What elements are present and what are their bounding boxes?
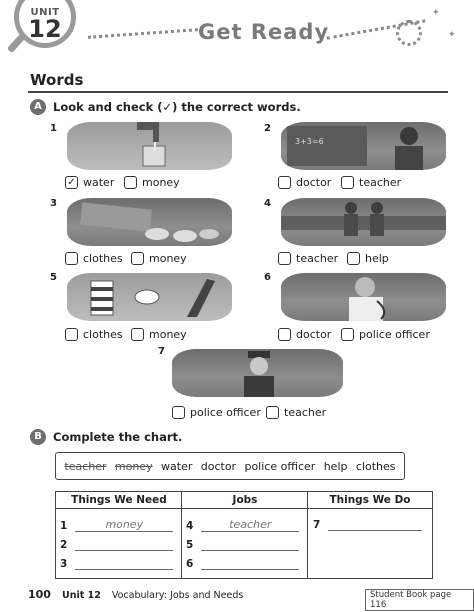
teacher-picture (281, 122, 446, 170)
chart-row (60, 518, 173, 532)
section-title: Words (30, 71, 84, 89)
answer-line[interactable] (201, 557, 299, 570)
faucet-icon (67, 122, 232, 170)
option-label: teacher (296, 252, 339, 265)
row-number: 2 (60, 539, 68, 551)
police-officer-picture (172, 349, 343, 397)
option-label: clothes (83, 328, 123, 341)
checkbox[interactable] (278, 328, 291, 341)
page-title: Get Ready (198, 20, 330, 44)
item-number: 1 (50, 123, 57, 134)
money-picture (67, 198, 232, 246)
answer-line[interactable] (75, 557, 173, 570)
activity-a-instruction: Look and check (✓) the correct words. (53, 100, 301, 114)
row-number: 1 (60, 520, 68, 532)
option-label: doctor (296, 328, 332, 341)
word-bank-word: teacher (64, 459, 107, 473)
student-book-reference: Student Book page 116 (365, 589, 474, 611)
check-option[interactable] (124, 176, 180, 189)
chart-row (60, 557, 173, 570)
column-divider (307, 492, 308, 578)
check-option[interactable] (266, 406, 326, 419)
item-number: 2 (264, 123, 271, 134)
column-header: Jobs (182, 492, 308, 509)
clothes-picture (67, 273, 232, 321)
sparkle-icon: ✦ (448, 30, 456, 40)
doctor-picture (281, 273, 446, 321)
check-option[interactable] (278, 176, 331, 189)
option-label: police officer (359, 328, 430, 341)
answer-line[interactable] (75, 538, 173, 551)
checkbox[interactable] (172, 406, 185, 419)
clothes-icon (67, 273, 232, 321)
unit-number: 12 (28, 15, 62, 43)
row-number: 3 (60, 558, 68, 570)
option-label: doctor (296, 176, 332, 189)
unit-badge (14, 0, 76, 48)
item-number: 5 (50, 272, 57, 283)
check-option[interactable] (65, 252, 123, 265)
answer-line[interactable]: teacher (201, 518, 299, 532)
word-bank-word: money (114, 459, 153, 473)
chart-row (186, 538, 299, 551)
footer-unit: Unit 12 (62, 590, 101, 601)
chart-row (313, 518, 422, 531)
checkbox[interactable] (278, 252, 291, 265)
option-label: money (142, 176, 180, 189)
option-label: money (149, 252, 187, 265)
check-option[interactable] (341, 328, 430, 341)
option-label: clothes (83, 252, 123, 265)
check-option[interactable] (347, 252, 389, 265)
chart-row (60, 538, 173, 551)
checkbox[interactable] (65, 328, 78, 341)
check-option[interactable] (278, 328, 331, 341)
item-number: 7 (158, 346, 165, 357)
item-number: 4 (264, 198, 271, 209)
option-label: police officer (190, 406, 261, 419)
item-number: 6 (264, 272, 271, 283)
answer-line[interactable] (328, 518, 422, 531)
option-label: teacher (359, 176, 402, 189)
row-number: 7 (313, 519, 321, 531)
children-walking-icon (281, 198, 446, 246)
check-option[interactable] (172, 406, 261, 419)
check-option[interactable] (65, 176, 114, 189)
word-bank-word: police officer (244, 459, 316, 473)
checkbox[interactable] (266, 406, 279, 419)
page-number: 100 (28, 588, 51, 601)
row-number: 5 (186, 539, 194, 551)
check-option[interactable] (341, 176, 401, 189)
doctor-icon (281, 273, 446, 321)
row-number: 6 (186, 558, 194, 570)
children-picture (281, 198, 446, 246)
unit-label: UNIT (30, 7, 60, 18)
word-bank-word: water (161, 459, 193, 473)
police-officer-icon (172, 349, 343, 397)
checkbox[interactable] (347, 252, 360, 265)
activity-a-badge: A (30, 99, 46, 115)
dotted-swirl-decoration (396, 20, 422, 46)
option-label: water (83, 176, 115, 189)
checkbox[interactable] (278, 176, 291, 189)
check-option[interactable] (65, 328, 123, 341)
checkbox-checked[interactable]: ✓ (65, 176, 78, 189)
item-number: 3 (50, 198, 57, 209)
checkbox[interactable] (341, 328, 354, 341)
chart-row (186, 518, 299, 532)
answer-line[interactable]: money (75, 518, 173, 532)
teacher-at-board-icon (281, 122, 446, 170)
column-divider (181, 492, 182, 578)
checkbox[interactable] (131, 252, 144, 265)
check-option[interactable] (131, 328, 187, 341)
option-label: teacher (284, 406, 327, 419)
word-bank (55, 452, 405, 480)
page-header (0, 0, 474, 62)
activity-b-instruction: Complete the chart. (53, 430, 183, 444)
dotted-line-decoration (88, 28, 198, 39)
option-label: money (149, 328, 187, 341)
footer-topic: Vocabulary: Jobs and Needs (111, 590, 244, 601)
chart-row (186, 557, 299, 570)
sparkle-icon: ✦ (432, 8, 440, 18)
answer-line[interactable] (201, 538, 299, 551)
water-faucet-picture (67, 122, 232, 170)
option-label: help (365, 252, 389, 265)
check-option[interactable] (131, 252, 187, 265)
checkbox[interactable] (131, 328, 144, 341)
checkbox[interactable] (65, 252, 78, 265)
check-option[interactable] (278, 252, 338, 265)
section-divider (28, 91, 448, 93)
word-bank-word: doctor (200, 459, 237, 473)
word-bank-word: help (323, 459, 348, 473)
activity-b-badge: B (30, 429, 46, 445)
column-header: Things We Need (56, 492, 182, 509)
complete-chart-table (55, 491, 433, 579)
column-header: Things We Do (308, 492, 432, 509)
word-bank-word: clothes (355, 459, 396, 473)
checkbox[interactable] (341, 176, 354, 189)
checkbox[interactable] (124, 176, 137, 189)
row-number: 4 (186, 520, 194, 532)
svg-text:3+3=6: 3+3=6 (295, 137, 324, 146)
magnifier-handle-icon (7, 34, 26, 54)
money-icon (67, 198, 232, 246)
